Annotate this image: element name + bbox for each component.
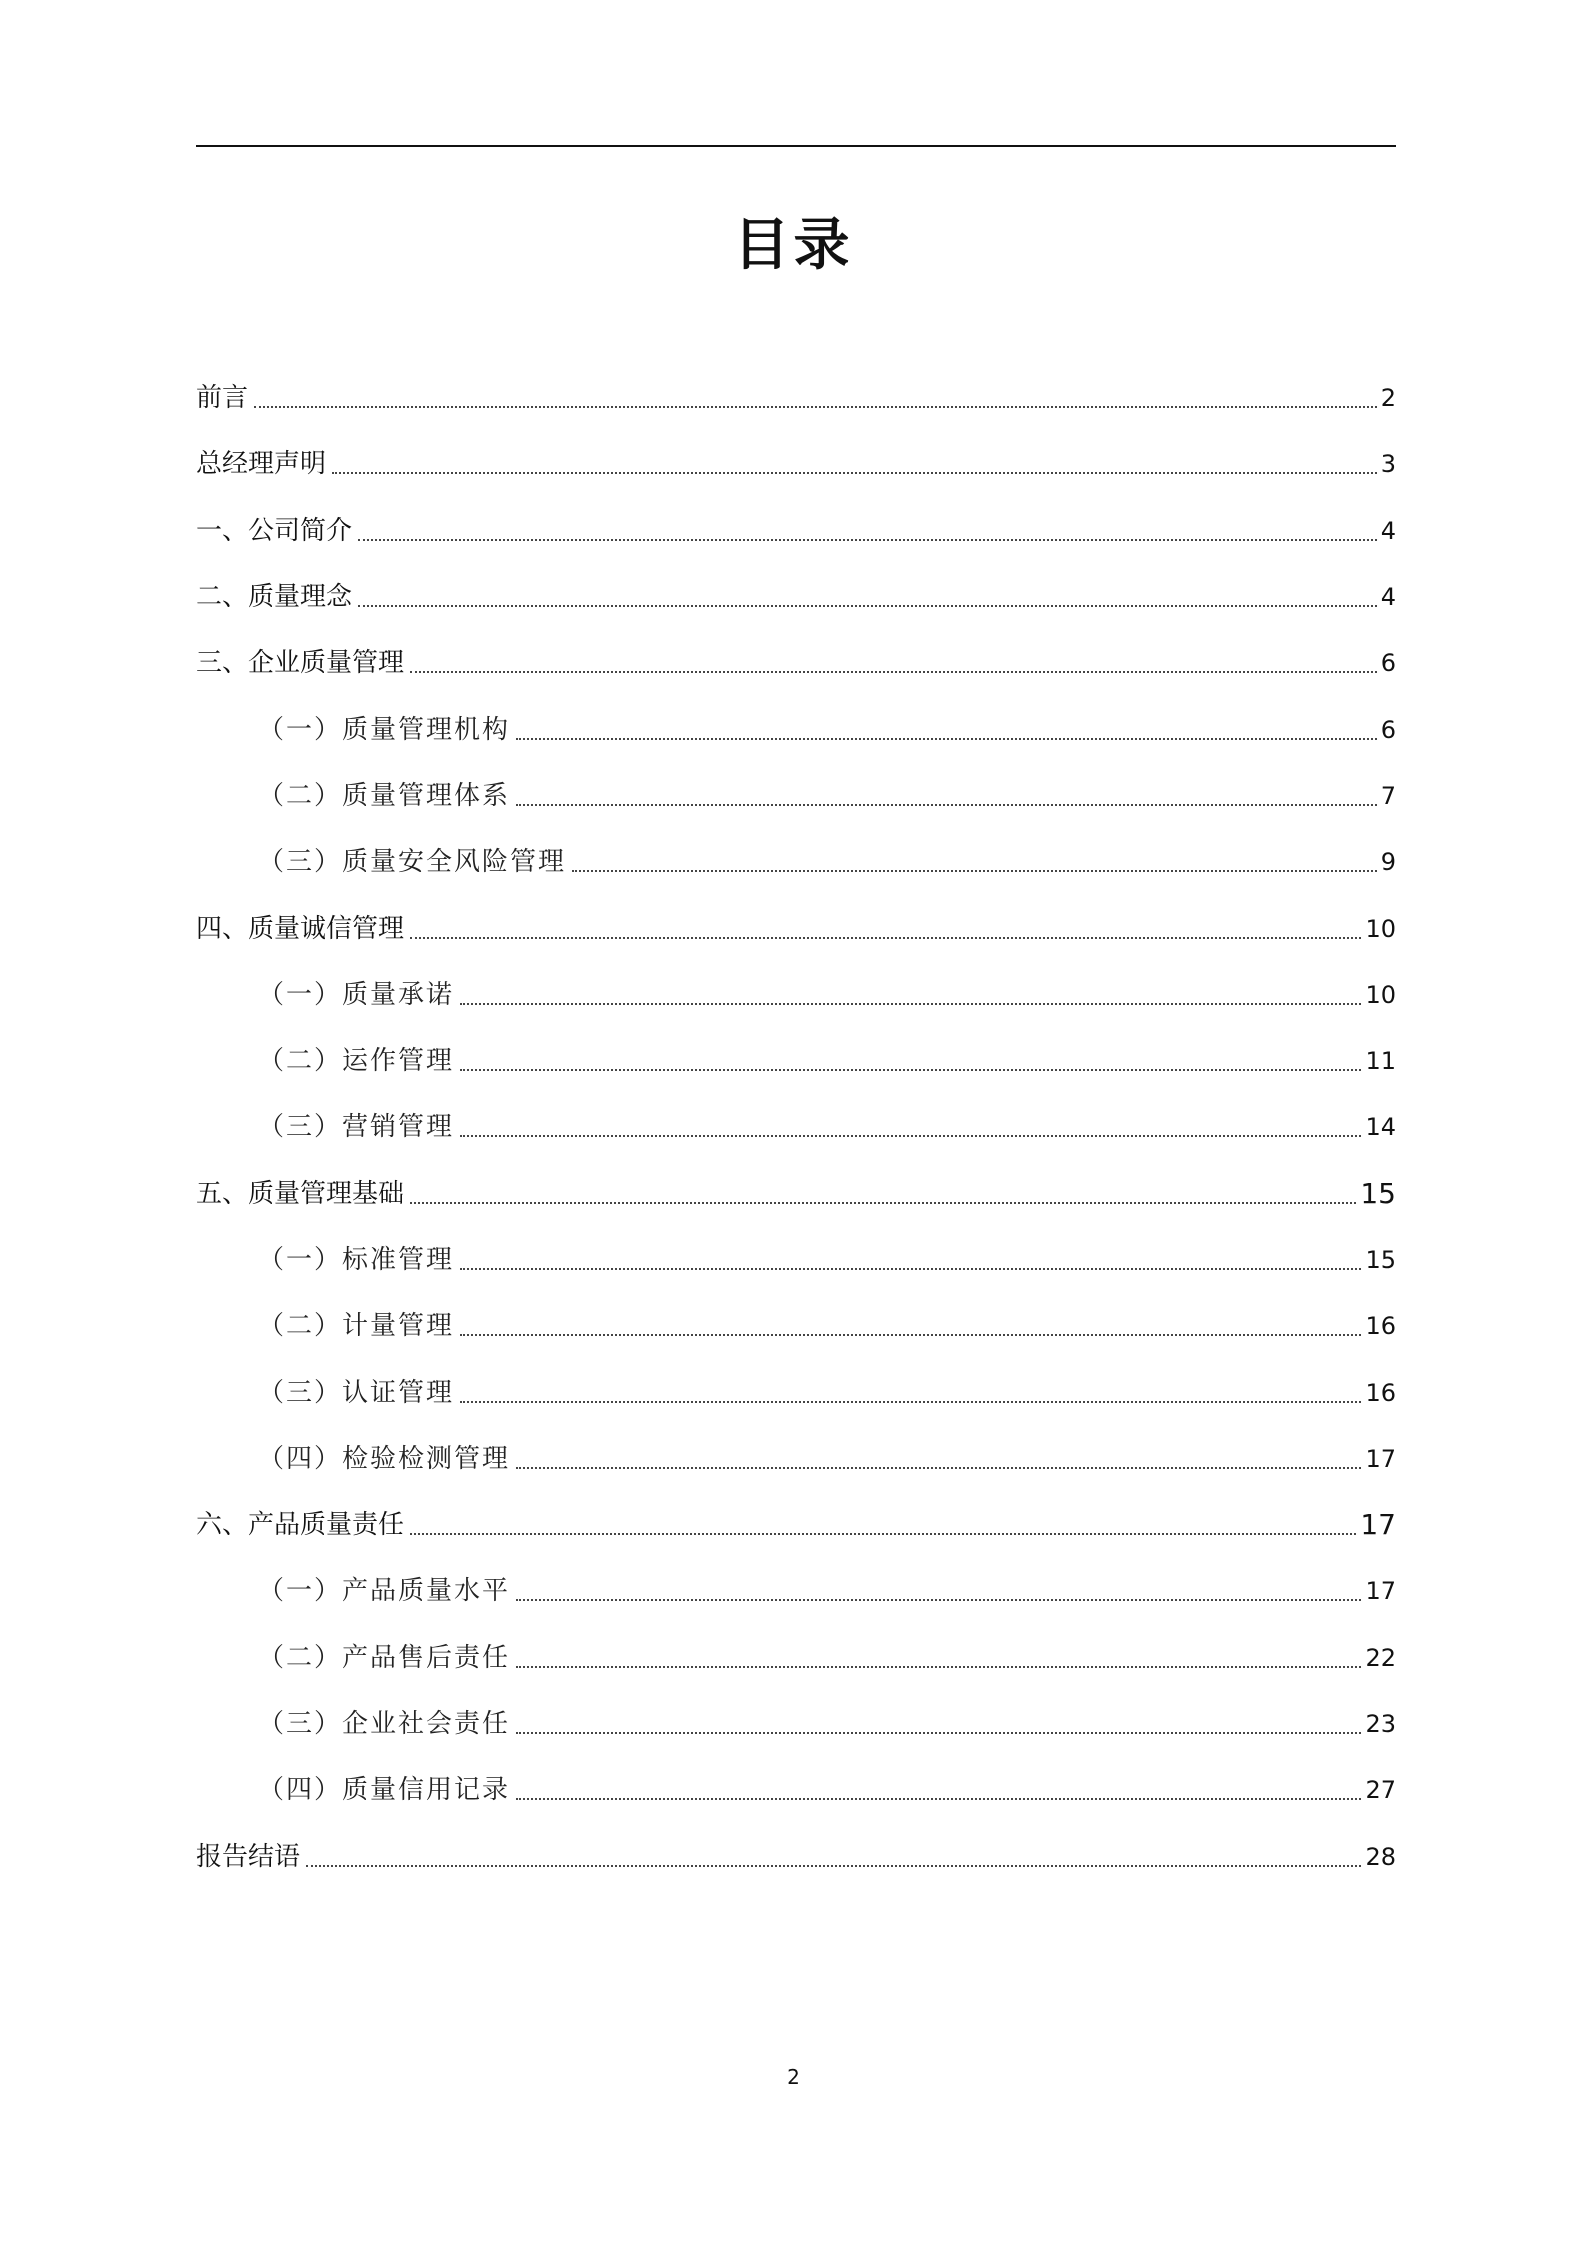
- toc-subentry[interactable]: [196, 1359, 1396, 1425]
- toc-entry-label: （三）企业社会责任: [258, 1709, 511, 1740]
- toc-entry-page: 15: [1365, 1246, 1396, 1274]
- toc-entry-label: 报告结语: [196, 1841, 301, 1872]
- toc-entry-page: 4: [1380, 516, 1396, 545]
- page-number: 2: [787, 2065, 800, 2089]
- dot-leader: [358, 605, 1377, 607]
- toc-entry-label: （三）质量安全风险管理: [258, 847, 567, 878]
- toc-entry-label: 六、产品质量责任: [196, 1510, 405, 1541]
- toc-subentry[interactable]: [196, 829, 1396, 895]
- toc-entry-label: （一）产品质量水平: [258, 1576, 511, 1607]
- toc-entry-page: 15: [1360, 1176, 1396, 1210]
- toc-subentry[interactable]: [196, 962, 1396, 1028]
- toc-entry[interactable]: [196, 431, 1396, 497]
- dot-leader: [516, 1732, 1361, 1734]
- toc-entry[interactable]: [196, 1161, 1396, 1227]
- toc-subentry[interactable]: [196, 1426, 1396, 1492]
- toc-entry-page: 6: [1380, 649, 1396, 678]
- toc-entry-label: 前言: [196, 383, 249, 414]
- toc-entry-label: 三、企业质量管理: [196, 648, 405, 679]
- toc-subentry[interactable]: [196, 1757, 1396, 1823]
- header-rule: [196, 145, 1396, 147]
- toc-subentry[interactable]: [196, 1558, 1396, 1624]
- toc-subentry[interactable]: [196, 1691, 1396, 1757]
- dot-leader: [306, 1865, 1361, 1867]
- toc-entry-label: （四）检验检测管理: [258, 1443, 511, 1474]
- toc-entry-label: 总经理声明: [196, 449, 327, 480]
- toc-entry-label: （二）质量管理体系: [258, 780, 511, 811]
- toc-entry[interactable]: [196, 1824, 1396, 1890]
- toc-entry-label: （一）质量承诺: [258, 979, 455, 1010]
- table-of-contents: [196, 365, 1396, 1890]
- toc-entry-page: 23: [1365, 1710, 1396, 1739]
- dot-leader: [410, 937, 1361, 939]
- dot-leader: [410, 671, 1377, 673]
- toc-entry-page: 17: [1365, 1577, 1396, 1606]
- dot-leader: [460, 1401, 1361, 1403]
- toc-entry-page: 17: [1365, 1444, 1396, 1473]
- toc-entry[interactable]: [196, 365, 1396, 431]
- dot-leader: [460, 1268, 1361, 1270]
- dot-leader: [410, 1533, 1356, 1535]
- dot-leader: [460, 1334, 1361, 1336]
- toc-entry-page: 16: [1365, 1312, 1396, 1341]
- dot-leader: [516, 1666, 1361, 1668]
- dot-leader: [460, 1003, 1361, 1005]
- toc-entry[interactable]: [196, 630, 1396, 696]
- toc-entry-page: 6: [1380, 715, 1396, 744]
- toc-subentry[interactable]: [196, 1625, 1396, 1691]
- toc-entry-page: 14: [1365, 1113, 1396, 1142]
- toc-entry-page: 2: [1380, 384, 1396, 413]
- dot-leader: [516, 738, 1377, 740]
- toc-entry-label: （二）计量管理: [258, 1311, 455, 1342]
- toc-entry-page: 22: [1365, 1643, 1396, 1672]
- toc-entry-page: 17: [1360, 1508, 1396, 1542]
- toc-entry-page: 3: [1380, 450, 1396, 479]
- dot-leader: [516, 1467, 1361, 1469]
- toc-entry-label: （二）运作管理: [258, 1046, 455, 1077]
- dot-leader: [516, 804, 1377, 806]
- toc-entry-page: 16: [1365, 1378, 1396, 1407]
- toc-entry[interactable]: [196, 895, 1396, 961]
- toc-subentry[interactable]: [196, 1227, 1396, 1293]
- toc-entry-label: （一）质量管理机构: [258, 714, 511, 745]
- dot-leader: [572, 870, 1377, 872]
- dot-leader: [254, 406, 1377, 408]
- dot-leader: [460, 1069, 1361, 1071]
- toc-entry-page: 7: [1380, 781, 1396, 810]
- toc-entry-label: （四）质量信用记录: [258, 1775, 511, 1806]
- toc-entry-label: 四、质量诚信管理: [196, 913, 405, 944]
- toc-entry-page: 10: [1365, 980, 1396, 1009]
- toc-subentry[interactable]: [196, 696, 1396, 762]
- toc-entry-page: 4: [1380, 583, 1396, 612]
- dot-leader: [460, 1135, 1361, 1137]
- toc-entry-page: 28: [1365, 1842, 1396, 1871]
- toc-entry[interactable]: [196, 498, 1396, 564]
- dot-leader: [516, 1798, 1361, 1800]
- toc-entry-page: 10: [1365, 914, 1396, 943]
- toc-entry-page: 9: [1380, 848, 1396, 877]
- dot-leader: [410, 1202, 1356, 1204]
- toc-entry-label: 二、质量理念: [196, 582, 353, 613]
- toc-entry-label: 一、公司简介: [196, 515, 353, 546]
- toc-entry-label: （一）标准管理: [258, 1245, 455, 1275]
- dot-leader: [516, 1599, 1361, 1601]
- toc-entry-label: 五、质量管理基础: [196, 1178, 405, 1209]
- toc-entry-label: （三）认证管理: [258, 1377, 455, 1408]
- toc-entry-label: （二）产品售后责任: [258, 1642, 511, 1673]
- toc-subentry[interactable]: [196, 763, 1396, 829]
- toc-entry[interactable]: [196, 564, 1396, 630]
- toc-entry-page: 27: [1365, 1776, 1396, 1805]
- toc-subentry[interactable]: [196, 1028, 1396, 1094]
- toc-entry-label: （三）营销管理: [258, 1112, 455, 1143]
- toc-entry[interactable]: [196, 1492, 1396, 1558]
- toc-subentry[interactable]: [196, 1094, 1396, 1160]
- toc-entry-page: 11: [1365, 1047, 1396, 1076]
- toc-subentry[interactable]: [196, 1293, 1396, 1359]
- dot-leader: [332, 472, 1377, 474]
- page-title: 目录: [733, 213, 854, 278]
- dot-leader: [358, 539, 1377, 541]
